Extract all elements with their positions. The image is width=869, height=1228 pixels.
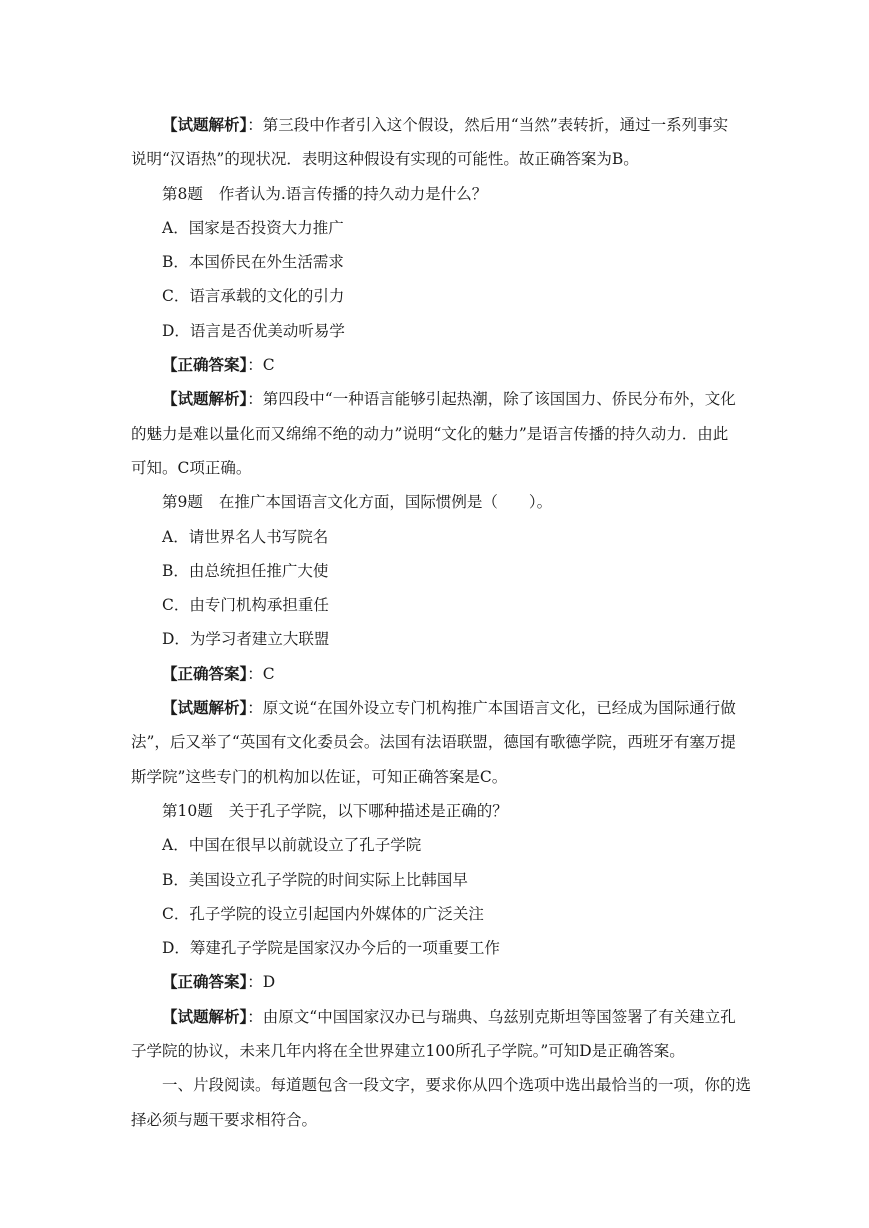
analysis-label: 【试题解析】 (162, 389, 248, 409)
option-a: A．中国在很早以前就设立了孔子学院 (162, 836, 422, 855)
analysis-paragraph-q10 (131, 1000, 743, 1069)
question-text: 关于孔子学院，以下哪种描述是正确的？ (228, 801, 508, 820)
section-instructions (131, 1068, 752, 1137)
question-text: 在推广本国语言文化方面，国际惯例是（ ）。 (218, 493, 553, 512)
question-number: 第9题 (162, 493, 203, 512)
analysis-line (131, 1000, 743, 1034)
answer-label: 【正确答案】 (162, 355, 248, 375)
analysis-line: 说明“汉语热”的现状况．表明这种假设有实现的可能性。故正确答案为B。 (131, 150, 639, 169)
option-d: D．筹建孔子学院是国家汉办今后的一项重要工作 (162, 939, 500, 958)
document-content (131, 108, 752, 1137)
option-c: C．语言承载的文化的引力 (162, 287, 345, 306)
correct-answer-q10 (131, 965, 743, 999)
analysis-line: 子学院的协议，未来几年内将在全世界建立100所孔子学院。”可知D是正确答案。 (131, 1042, 685, 1061)
correct-answer-q9 (131, 657, 743, 691)
analysis-label: 【试题解析】 (162, 698, 248, 718)
option-b: B．美国设立孔子学院的时间实际上比韩国早 (162, 870, 468, 889)
analysis-text: ：原文说“在国外设立专门机构推广本国语言文化，已经成为国际通行做 (247, 699, 736, 718)
analysis-paragraph-q7 (131, 108, 743, 177)
option-d: D．为学习者建立大联盟 (162, 630, 330, 649)
section-line: 择必须与题干要求相符合。 (131, 1110, 318, 1129)
question-text: 作者认为.语言传播的持久动力是什么？ (218, 184, 488, 203)
option-c: C．由专门机构承担重任 (162, 596, 329, 615)
analysis-text: ：第三段中作者引入这个假设，然后用“当然”表转折，通过一系列事实 (247, 116, 729, 134)
answer-label: 【正确答案】 (162, 663, 248, 683)
question-number: 第10题 (162, 801, 213, 820)
option-b: B．由总统担任推广大使 (162, 561, 329, 580)
answer-value: ：C (247, 356, 275, 375)
analysis-label: 【试题解析】 (162, 115, 248, 134)
answer-label: 【正确答案】 (162, 972, 248, 992)
option-b: B．本国侨民在外生活需求 (162, 253, 344, 272)
question-number: 第8题 (162, 184, 203, 203)
section-line: 一、片段阅读。每道题包含一段文字，要求你从四个选项中选出最恰当的一项，你的选 (162, 1076, 752, 1095)
question-title-9 (131, 485, 743, 519)
analysis-line (131, 691, 743, 725)
analysis-line: 的魅力是难以量化而又绵绵不绝的动力”说明“文化的魅力”是语言传播的持久动力．由此 (131, 424, 729, 443)
analysis-line: 斯学院”这些专门的机构加以佐证，可知正确答案是C。 (131, 767, 508, 786)
question-title-10 (131, 794, 743, 828)
option-a: A．国家是否投资大力推广 (162, 218, 344, 237)
option-a: A．请世界名人书写院名 (162, 527, 329, 546)
analysis-line: 可知。C项正确。 (131, 458, 252, 477)
analysis-line (131, 382, 743, 416)
option-c: C．孔子学院的设立引起国内外媒体的广泛关注 (162, 904, 484, 923)
question-title-8 (131, 177, 743, 211)
analysis-line: 法”，后又举了“英国有文化委员会。法国有法语联盟，德国有歌德学院，西班牙有塞万提 (131, 733, 736, 752)
analysis-paragraph-q8 (131, 382, 743, 485)
correct-answer-q8 (131, 348, 743, 382)
answer-value: ：C (247, 664, 275, 683)
option-d: D．语言是否优美动听易学 (162, 321, 345, 340)
analysis-text: ：第四段中“一种语言能够引起热潮，除了该国国力、侨民分布外，文化 (247, 390, 736, 409)
analysis-paragraph-q9 (131, 691, 743, 794)
analysis-label: 【试题解析】 (162, 1006, 248, 1026)
answer-value: ：D (247, 973, 276, 992)
analysis-text: ：由原文“中国国家汉办已与瑞典、乌兹别克斯坦等国签署了有关建立孔 (247, 1007, 736, 1026)
analysis-line (131, 108, 743, 142)
